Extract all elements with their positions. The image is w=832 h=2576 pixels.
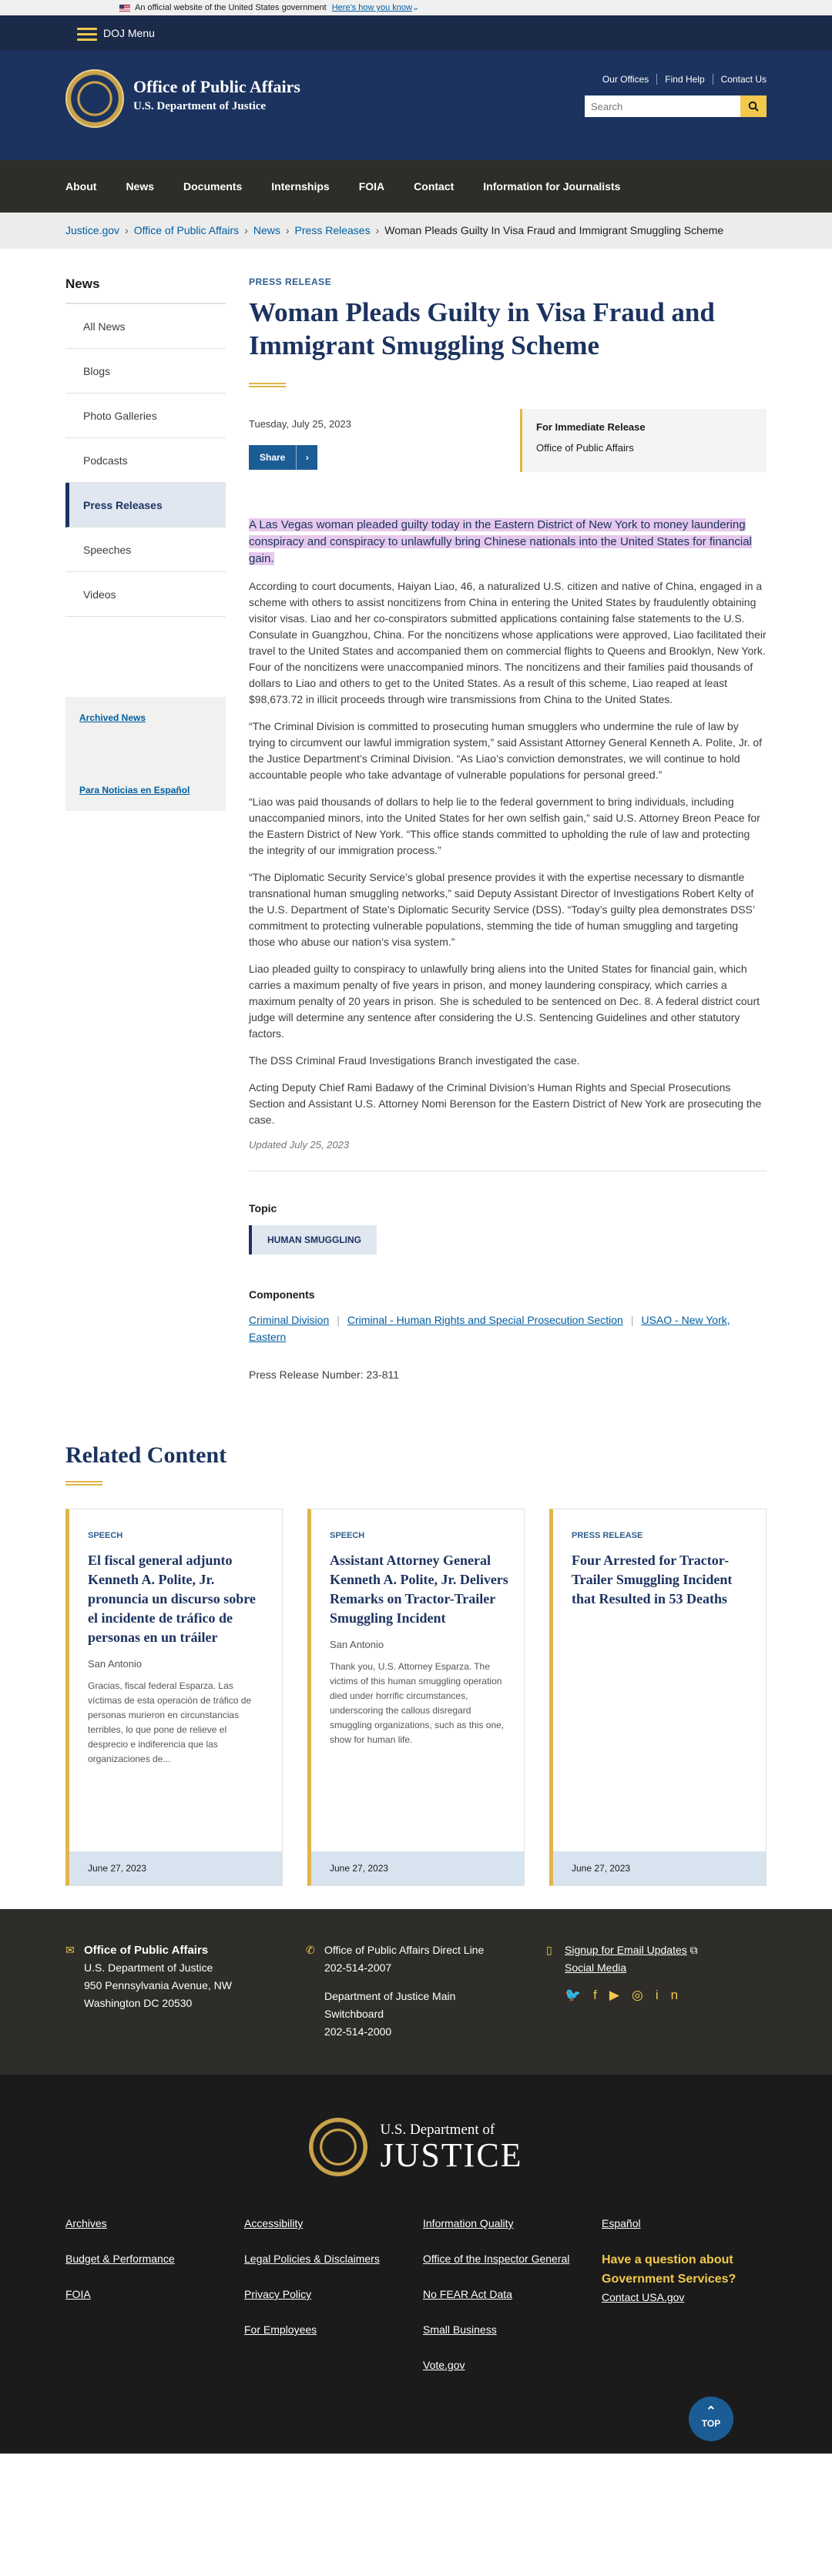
sidebar [65, 276, 226, 1381]
linkedin-icon[interactable]: in [655, 1988, 691, 2002]
direct-line-phone[interactable]: 202-514-2007 [324, 1961, 392, 1974]
share-label: Share [260, 452, 286, 463]
card-kicker: SPEECH [330, 1531, 365, 1540]
related-card[interactable] [549, 1509, 767, 1886]
card-title[interactable]: Assistant Attorney General Kenneth A. Polite, Jr. Delivers Remarks on Tractor-Trailer Smuggling Incident [330, 1553, 508, 1626]
breadcrumb: Justice.gov › Office of Public Affairs › News › Press Releases › Woman Pleads Guilty In Visa Fraud and Immigrant Smuggling Scheme [0, 213, 832, 249]
nav-contact[interactable]: Contact [414, 180, 455, 193]
chevron-up-icon: ⌃ [706, 2405, 716, 2418]
search-input[interactable] [585, 95, 740, 117]
components-heading: Components [249, 1288, 315, 1301]
top-label: TOP [701, 2418, 721, 2429]
sidebar-item-videos[interactable]: Videos [65, 572, 226, 617]
social-icons [565, 1986, 698, 2004]
immediate-release-box [520, 409, 767, 472]
lead-text: A Las Vegas woman pleaded guilty today in the Eastern District of New York to money laundering conspiracy and conspiracy to unlawfully bring Chinese nationals into the United States for financial gain. [249, 518, 752, 565]
breadcrumb-press-releases[interactable]: Press Releases [294, 224, 371, 236]
footer-links [65, 2215, 767, 2392]
title-divider [249, 383, 286, 387]
doj-menu-bar [0, 15, 832, 51]
footer-link[interactable]: Archives [65, 2217, 107, 2229]
mail-icon: ✉ [65, 1944, 75, 1956]
phone-icon: ✆ [306, 1944, 315, 1956]
component-criminal-division[interactable]: Criminal Division [249, 1314, 330, 1326]
paragraph: “The Diplomatic Security Service’s global presence provides it with the expertise necessary to dismantle transnational human smuggling networks,” said Deputy Assistant Director of Investigations Robert Kelty of the U.S. Department of State’s Diplomatic Security Service (DSS). “Today’s guilty plea demonstrates DSS’ commitment to protecting vulnerable populations, stemming the tide of human smuggling and targeting those who abuse our nation’s visa system.” [249, 871, 755, 948]
paragraph: Liao pleaded guilty to conspiracy to unlawfully bring aliens into the United States for financial gain, which carries a maximum penalty of five years in prison, and money laundering conspiracy, which carries a maximum penalty of 20 years in prison. She is scheduled to be sentenced on Dec. 8. A federal district court judge will determine any sentence after considering the U.S. Sentencing Guidelines and other statutory factors. [249, 963, 760, 1040]
card-excerpt: Gracias, fiscal federal Esparza. Las víctimas de esta operación de tráfico de personas murieron en circunstancias terribles, lo que pone de relieve el desprecio e indiferencia que las organizaciones de... [88, 1680, 252, 1764]
header-links [587, 74, 767, 85]
find-help-link[interactable]: Find Help [656, 74, 704, 85]
card-date: June 27, 2023 [311, 1851, 524, 1885]
chevron-right-icon: › [296, 445, 317, 470]
youtube-icon[interactable]: ▶ [609, 1988, 632, 2002]
breadcrumb-news[interactable]: News [253, 224, 280, 236]
our-offices-link[interactable]: Our Offices [602, 74, 649, 85]
footer-logo[interactable] [0, 2118, 832, 2176]
search-button[interactable] [740, 95, 767, 117]
nav-news[interactable]: News [126, 180, 155, 193]
footer-link[interactable]: Accessibility [244, 2217, 304, 2229]
paragraph: The DSS Criminal Fraud Investigations Branch investigated the case. [249, 1054, 580, 1067]
site-header [0, 51, 832, 160]
footer-link[interactable]: Legal Policies & Disclaimers [244, 2253, 380, 2265]
topic-tag[interactable]: HUMAN SMUGGLING [249, 1225, 377, 1255]
archived-news-link[interactable]: Archived News [79, 712, 146, 723]
logo-bottom-text: JUSTICE [380, 2136, 523, 2174]
related-title: Related Content [65, 1442, 227, 1468]
component-usao-edny[interactable]: USAO - New York, Eastern [249, 1314, 730, 1343]
footer-signup: ▯ Signup for Email Updates ⧉ Social Media 🐦f▶◎in [546, 1941, 698, 2041]
office-title[interactable]: Office of Public Affairs [133, 77, 300, 96]
article [249, 276, 767, 1381]
footer-link[interactable]: No FEAR Act Data [423, 2288, 512, 2300]
footer-address [65, 1941, 306, 2041]
nav-about[interactable]: About [65, 180, 97, 193]
main-switchboard-label: Department of Justice Main [324, 1990, 456, 2002]
press-release-number: Press Release Number: 23-811 [249, 1368, 400, 1381]
footer-link[interactable]: Office of the Inspector General [423, 2253, 570, 2265]
related-card[interactable] [65, 1509, 283, 1886]
sidebar-item-press-releases[interactable]: Press Releases [65, 483, 226, 528]
card-title[interactable]: Four Arrested for Tractor-Trailer Smuggling Incident that Resulted in 53 Deaths [572, 1553, 733, 1606]
card-kicker: PRESS RELEASE [572, 1531, 643, 1540]
gov-services-question: Have a question about Government Services? [602, 2253, 736, 2286]
breadcrumb-justice[interactable]: Justice.gov [65, 224, 120, 236]
main-area [65, 249, 767, 1381]
contact-usa-link[interactable]: Contact USA.gov [602, 2291, 685, 2303]
article-body [249, 517, 767, 1128]
gov-banner-text: An official website of the United States government [135, 3, 327, 12]
facebook-icon[interactable]: f [593, 1988, 609, 2002]
nav-documents[interactable]: Documents [183, 180, 243, 193]
how-you-know-link[interactable]: Here's how you know [331, 3, 412, 12]
gov-banner: An official website of the United States government Here's how you know⌄ [0, 0, 832, 15]
mobile-icon: ▯ [546, 1944, 552, 1956]
related-content [65, 1442, 767, 1886]
instagram-icon[interactable]: ◎ [631, 1988, 656, 2002]
nav-foia[interactable]: FOIA [358, 180, 385, 193]
sidebar-item-all-news[interactable]: All News [65, 304, 226, 349]
email-updates-link[interactable]: Signup for Email Updates [565, 1944, 687, 1956]
sidebar-item-blogs[interactable]: Blogs [65, 349, 226, 394]
article-title: Woman Pleads Guilty in Visa Fraud and Immigrant Smuggling Scheme [249, 297, 715, 360]
back-to-top-button[interactable] [689, 2397, 733, 2441]
direct-line-label: Office of Public Affairs Direct Line [324, 1944, 485, 1956]
footer-link[interactable]: Vote.gov [423, 2359, 465, 2371]
footer-dept: U.S. Department of Justice [84, 1961, 213, 1974]
paragraph: “Liao was paid thousands of dollars to help lie to the federal government to bring individuals, including unaccompanied minors, into the United States for her own selfish gain,” said U.S. Attorney Breon Peace for the Eastern District of New York. “This office stands committed to upholding the rule of law and protecting the integrity of our immigration process.” [249, 796, 760, 856]
release-office: Office of Public Affairs [536, 442, 634, 454]
footer-link[interactable]: Privacy Policy [244, 2288, 312, 2300]
us-flag-icon [119, 5, 130, 12]
nav-journalists[interactable]: Information for Journalists [483, 180, 621, 193]
sidebar-title: News [65, 276, 226, 304]
related-card[interactable] [307, 1509, 525, 1886]
article-kicker: PRESS RELEASE [249, 276, 332, 287]
card-location: San Antonio [88, 1658, 143, 1670]
footer-phones [306, 1941, 546, 2041]
footer-office: Office of Public Affairs [84, 1944, 209, 1957]
sidebar-item-speeches[interactable]: Speeches [65, 528, 226, 572]
breadcrumb-opa[interactable]: Office of Public Affairs [133, 224, 240, 236]
footer-contact [0, 1909, 832, 2075]
article-meta [249, 409, 767, 472]
department-subtitle: U.S. Department of Justice [133, 100, 267, 112]
search-form [585, 95, 767, 117]
footer-addr1: 950 Pennsylvania Avenue, NW [84, 1979, 232, 1991]
sidebar-links-box [65, 697, 226, 811]
footer-link[interactable]: For Employees [244, 2323, 317, 2336]
breadcrumb-current: Woman Pleads Guilty In Visa Fraud and Immigrant Smuggling Scheme [384, 224, 724, 236]
card-title[interactable]: El fiscal general adjunto Kenneth A. Polite, Jr. pronuncia un discurso sobre el incidente de tráfico de personas en un tráiler [88, 1553, 256, 1645]
article-lead [249, 517, 767, 568]
footer-link[interactable]: Small Business [423, 2323, 497, 2336]
card-kicker: SPEECH [88, 1531, 123, 1540]
topic-heading: Topic [249, 1202, 277, 1214]
paragraph: Acting Deputy Chief Rami Badawy of the Criminal Division’s Human Rights and Special Prosecutions Section and Assistant U.S. Attorney Nomi Berenson for the Eastern District of New York are prosecuting the case. [249, 1081, 762, 1126]
footer-link[interactable]: Budget & Performance [65, 2253, 175, 2265]
main-switchboard-phone[interactable]: 202-514-2000 [324, 2025, 392, 2038]
search-icon [748, 101, 759, 112]
component-hrsp-section[interactable]: Criminal - Human Rights and Special Prosecution Section [347, 1314, 623, 1326]
release-label: For Immediate Release [536, 421, 646, 433]
footer-link[interactable]: FOIA [65, 2288, 91, 2300]
doj-seal-logo [309, 2118, 367, 2176]
related-divider [65, 1481, 102, 1486]
footer-addr2: Washington DC 20530 [84, 1997, 193, 2009]
components-list: Criminal Division | Criminal - Human Rights and Special Prosecution Section | USAO - New York, Eastern [249, 1314, 730, 1343]
share-button[interactable] [249, 445, 317, 470]
doj-menu-button[interactable]: DOJ Menu [103, 27, 155, 39]
footer-link[interactable]: Information Quality [423, 2217, 514, 2229]
main-nav [0, 160, 832, 213]
sidebar-item-podcasts[interactable]: Podcasts [65, 438, 226, 483]
card-location: San Antonio [330, 1639, 384, 1650]
espanol-link[interactable]: Español [602, 2217, 641, 2229]
twitter-icon[interactable]: 🐦 [565, 1988, 594, 2002]
footer-bottom [0, 2075, 832, 2454]
hamburger-icon[interactable] [77, 25, 97, 44]
card-excerpt: Thank you, U.S. Attorney Esparza. The victims of this human smuggling operation died under horrific circumstances, underscoring the callous disregard smuggling organizations, such as this one, show for human life. [330, 1661, 505, 1745]
paragraph: According to court documents, Haiyan Liao, 46, a naturalized U.S. citizen and native of China, engaged in a scheme with others to assist noncitizens from China in entering the United States by fraudulently obtaining visitor visas. Liao and her co-conspirators submitted applications containing false statements to the U.S. Consulate in Guangzhou, China. For the noncitizens whose applications were approved, Liao facilitated their travel to the United States and accompanied them on commercial flights to Queens and Brooklyn, New York. Four of the noncitizens were unaccompanied minors. The noncitizens and their families paid thousands of dollars to Liao and others to get to the United States. As a result of this scheme, Liao reaped at least $98,673.72 in illicit proceeds through wire transmissions from China to the United States. [249, 580, 767, 705]
updated-date: Updated July 25, 2023 [249, 1139, 767, 1171]
paragraph: “The Criminal Division is committed to prosecuting human smugglers who undermine the rule of law by trying to circumvent our lawful immigration system,” said Assistant Attorney General Kenneth A. Polite, Jr. of the Justice Department’s Criminal Division. “As Liao’s conviction demonstrates, we will continue to hold accountable people who take advantage of vulnerable populations for personal greed.” [249, 720, 763, 781]
logo-top-text: U.S. Department of [380, 2122, 495, 2138]
sidebar-item-photo-galleries[interactable]: Photo Galleries [65, 394, 226, 438]
article-date: Tuesday, July 25, 2023 [249, 418, 351, 430]
main-switchboard-label: Switchboard [324, 2008, 384, 2020]
card-date: June 27, 2023 [553, 1851, 766, 1885]
contact-us-link[interactable]: Contact Us [713, 74, 767, 85]
spanish-news-link[interactable]: Para Noticias en Español [79, 785, 190, 796]
card-date: June 27, 2023 [69, 1851, 282, 1885]
social-media-link[interactable]: Social Media [565, 1961, 627, 1974]
doj-seal-logo[interactable] [65, 69, 124, 128]
nav-internships[interactable]: Internships [271, 180, 330, 193]
